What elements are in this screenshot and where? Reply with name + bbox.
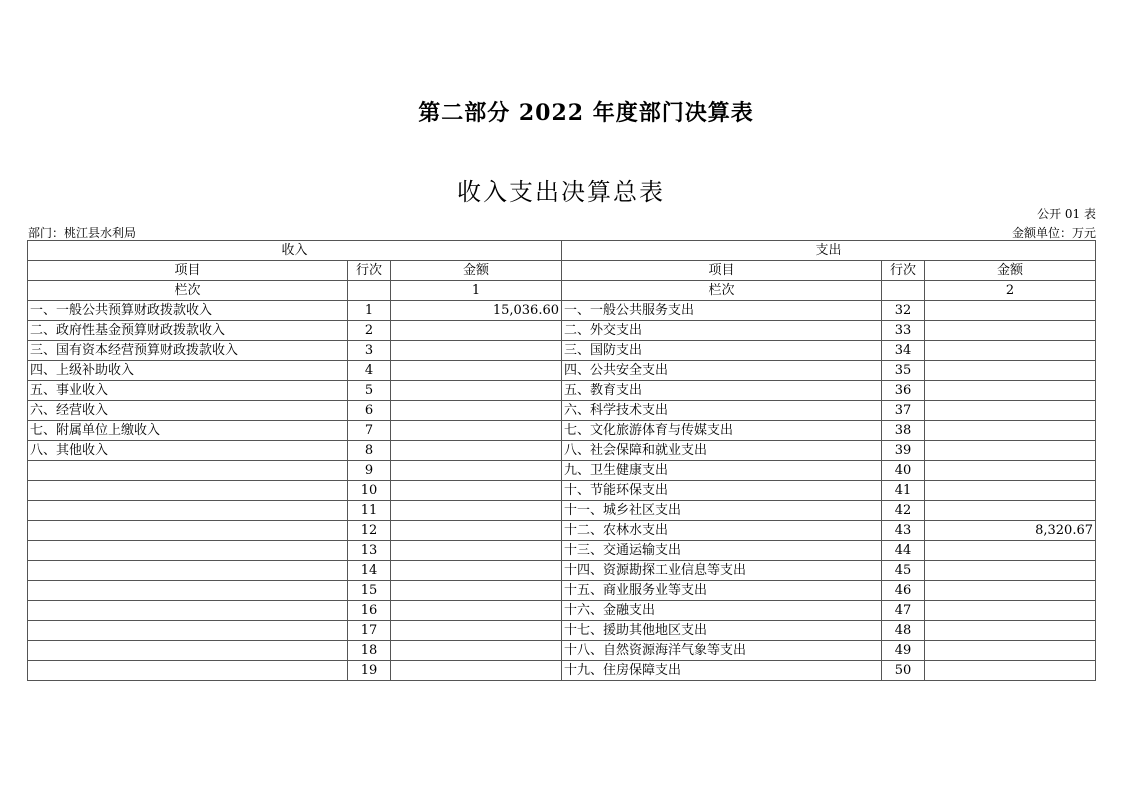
income-row-no-cell: 12	[348, 521, 391, 541]
income-amount-cell	[391, 581, 562, 601]
income-item-cell: 五、事业收入	[28, 381, 348, 401]
table-row	[28, 641, 1096, 661]
expense-item-cell: 二、外交支出	[562, 321, 882, 341]
expense-row-no-cell: 42	[882, 501, 925, 521]
income-amount-cell: 15,036.60	[391, 301, 562, 321]
expense-amount-cell	[925, 661, 1096, 681]
expense-item-cell: 十四、资源勘探工业信息等支出	[562, 561, 882, 581]
expense-amount-cell	[925, 361, 1096, 381]
income-column-label: 栏次	[28, 281, 348, 301]
expense-item-cell: 十二、农林水支出	[562, 521, 882, 541]
expense-row-no-cell: 36	[882, 381, 925, 401]
table-title: 收入支出决算总表	[457, 178, 665, 206]
expense-item-cell: 三、国防支出	[562, 341, 882, 361]
income-row-no-cell: 19	[348, 661, 391, 681]
income-item-cell	[28, 661, 348, 681]
table-row	[28, 301, 1096, 321]
income-item-cell	[28, 461, 348, 481]
income-item-cell	[28, 621, 348, 641]
income-amount-cell	[391, 521, 562, 541]
income-row-no-cell: 11	[348, 501, 391, 521]
income-item-header: 项目	[28, 261, 348, 281]
income-row-no-cell: 14	[348, 561, 391, 581]
expense-item-cell: 七、文化旅游体育与传媒支出	[562, 421, 882, 441]
column-number-row	[28, 281, 1096, 301]
income-section-header: 收入	[28, 241, 562, 261]
expense-column-label: 栏次	[562, 281, 882, 301]
expense-row-no-cell: 32	[882, 301, 925, 321]
expense-amount-cell	[925, 601, 1096, 621]
expense-item-cell: 十、节能环保支出	[562, 481, 882, 501]
income-item-cell	[28, 581, 348, 601]
expense-row-no-cell: 43	[882, 521, 925, 541]
expense-amount-cell	[925, 441, 1096, 461]
income-item-cell	[28, 601, 348, 621]
income-amount-header: 金额	[391, 261, 562, 281]
expense-row-no-cell: 46	[882, 581, 925, 601]
income-amount-cell	[391, 361, 562, 381]
expense-row-no-cell: 47	[882, 601, 925, 621]
department-label: 部门：桃江县水利局	[28, 226, 137, 240]
expense-item-cell: 十一、城乡社区支出	[562, 501, 882, 521]
form-number: 公开 01 表	[1037, 207, 1096, 221]
table-row	[28, 381, 1096, 401]
expense-amount-cell	[925, 621, 1096, 641]
expense-row-no-cell: 40	[882, 461, 925, 481]
expense-amount-cell	[925, 641, 1096, 661]
income-row-no-cell: 7	[348, 421, 391, 441]
expense-section-header: 支出	[562, 241, 1096, 261]
income-amount-cell	[391, 641, 562, 661]
expense-row-no-cell: 35	[882, 361, 925, 381]
income-amount-cell	[391, 481, 562, 501]
income-row-no-cell: 2	[348, 321, 391, 341]
expense-amount-cell	[925, 481, 1096, 501]
table-row	[28, 501, 1096, 521]
expense-row-no-cell: 45	[882, 561, 925, 581]
expense-item-cell: 十七、援助其他地区支出	[562, 621, 882, 641]
expense-row-no-cell: 39	[882, 441, 925, 461]
expense-item-cell: 五、教育支出	[562, 381, 882, 401]
income-row-no-cell: 9	[348, 461, 391, 481]
income-item-cell: 二、政府性基金预算财政拨款收入	[28, 321, 348, 341]
expense-row-no-cell: 37	[882, 401, 925, 421]
expense-amount-cell	[925, 421, 1096, 441]
income-row-no-cell: 1	[348, 301, 391, 321]
expense-item-cell: 八、社会保障和就业支出	[562, 441, 882, 461]
income-row-no-cell: 18	[348, 641, 391, 661]
expense-item-header: 项目	[562, 261, 882, 281]
income-amount-cell	[391, 621, 562, 641]
expense-amount-cell	[925, 561, 1096, 581]
expense-amount-cell	[925, 401, 1096, 421]
expense-row-no-cell: 49	[882, 641, 925, 661]
expense-item-cell: 十八、自然资源海洋气象等支出	[562, 641, 882, 661]
expense-amount-cell	[925, 501, 1096, 521]
table-row	[28, 601, 1096, 621]
table-row	[28, 581, 1096, 601]
expense-row-no-cell: 33	[882, 321, 925, 341]
income-item-cell	[28, 501, 348, 521]
expense-row-no-cell: 41	[882, 481, 925, 501]
expense-item-cell: 一、一般公共服务支出	[562, 301, 882, 321]
table-row	[28, 421, 1096, 441]
table-row	[28, 321, 1096, 341]
income-row-no-cell: 4	[348, 361, 391, 381]
income-row-no-cell: 8	[348, 441, 391, 461]
expense-amount-cell	[925, 461, 1096, 481]
income-item-cell	[28, 521, 348, 541]
expense-amount-cell	[925, 301, 1096, 321]
expense-row-no-cell: 48	[882, 621, 925, 641]
table-row	[28, 561, 1096, 581]
income-amount-cell	[391, 501, 562, 521]
table-row	[28, 401, 1096, 421]
income-amount-cell	[391, 561, 562, 581]
amount-unit-label: 金额单位：万元	[1011, 226, 1096, 240]
income-amount-cell	[391, 661, 562, 681]
income-row-no-cell: 10	[348, 481, 391, 501]
table-row	[28, 661, 1096, 681]
income-row-no-header: 行次	[348, 261, 391, 281]
income-row-no-cell: 16	[348, 601, 391, 621]
income-item-cell: 四、上级补助收入	[28, 361, 348, 381]
table-row	[28, 461, 1096, 481]
income-amount-cell	[391, 401, 562, 421]
income-amount-cell	[391, 341, 562, 361]
income-amount-cell	[391, 541, 562, 561]
expense-item-cell: 十六、金融支出	[562, 601, 882, 621]
section-header-row	[28, 241, 1096, 261]
income-amount-cell	[391, 321, 562, 341]
income-item-cell: 六、经营收入	[28, 401, 348, 421]
income-item-cell: 七、附属单位上缴收入	[28, 421, 348, 441]
page-title: 第二部分 2022 年度部门决算表	[418, 100, 754, 126]
income-amount-cell	[391, 381, 562, 401]
expense-item-cell: 十九、住房保障支出	[562, 661, 882, 681]
table-row	[28, 481, 1096, 501]
expense-row-no-cell: 44	[882, 541, 925, 561]
income-row-no-cell: 13	[348, 541, 391, 561]
income-item-cell: 一、一般公共预算财政拨款收入	[28, 301, 348, 321]
income-amount-cell	[391, 601, 562, 621]
table-row	[28, 341, 1096, 361]
expense-amount-cell	[925, 381, 1096, 401]
income-item-cell	[28, 541, 348, 561]
income-amount-cell	[391, 441, 562, 461]
expense-amount-cell	[925, 581, 1096, 601]
expense-column-blank	[882, 281, 925, 301]
income-row-no-cell: 6	[348, 401, 391, 421]
column-header-row	[28, 261, 1096, 281]
income-item-cell: 三、国有资本经营预算财政拨款收入	[28, 341, 348, 361]
expense-row-no-cell: 34	[882, 341, 925, 361]
income-column-blank	[348, 281, 391, 301]
table-row	[28, 441, 1096, 461]
table-row	[28, 361, 1096, 381]
income-row-no-cell: 3	[348, 341, 391, 361]
expense-row-no-cell: 50	[882, 661, 925, 681]
expense-column-number: 2	[925, 281, 1096, 301]
income-row-no-cell: 17	[348, 621, 391, 641]
income-item-cell	[28, 641, 348, 661]
income-row-no-cell: 5	[348, 381, 391, 401]
expense-item-cell: 六、科学技术支出	[562, 401, 882, 421]
expense-row-no-cell: 38	[882, 421, 925, 441]
income-item-cell	[28, 481, 348, 501]
income-item-cell	[28, 561, 348, 581]
expense-amount-cell	[925, 321, 1096, 341]
table-row	[28, 541, 1096, 561]
expense-row-no-header: 行次	[882, 261, 925, 281]
expense-amount-cell	[925, 341, 1096, 361]
expense-amount-cell	[925, 541, 1096, 561]
expense-item-cell: 四、公共安全支出	[562, 361, 882, 381]
income-row-no-cell: 15	[348, 581, 391, 601]
expense-amount-cell: 8,320.67	[925, 521, 1096, 541]
expense-amount-header: 金额	[925, 261, 1096, 281]
income-column-number: 1	[391, 281, 562, 301]
table-row	[28, 621, 1096, 641]
table-row	[28, 521, 1096, 541]
income-amount-cell	[391, 461, 562, 481]
expense-item-cell: 九、卫生健康支出	[562, 461, 882, 481]
expense-item-cell: 十三、交通运输支出	[562, 541, 882, 561]
income-expense-table	[27, 240, 1096, 681]
income-amount-cell	[391, 421, 562, 441]
income-item-cell: 八、其他收入	[28, 441, 348, 461]
expense-item-cell: 十五、商业服务业等支出	[562, 581, 882, 601]
